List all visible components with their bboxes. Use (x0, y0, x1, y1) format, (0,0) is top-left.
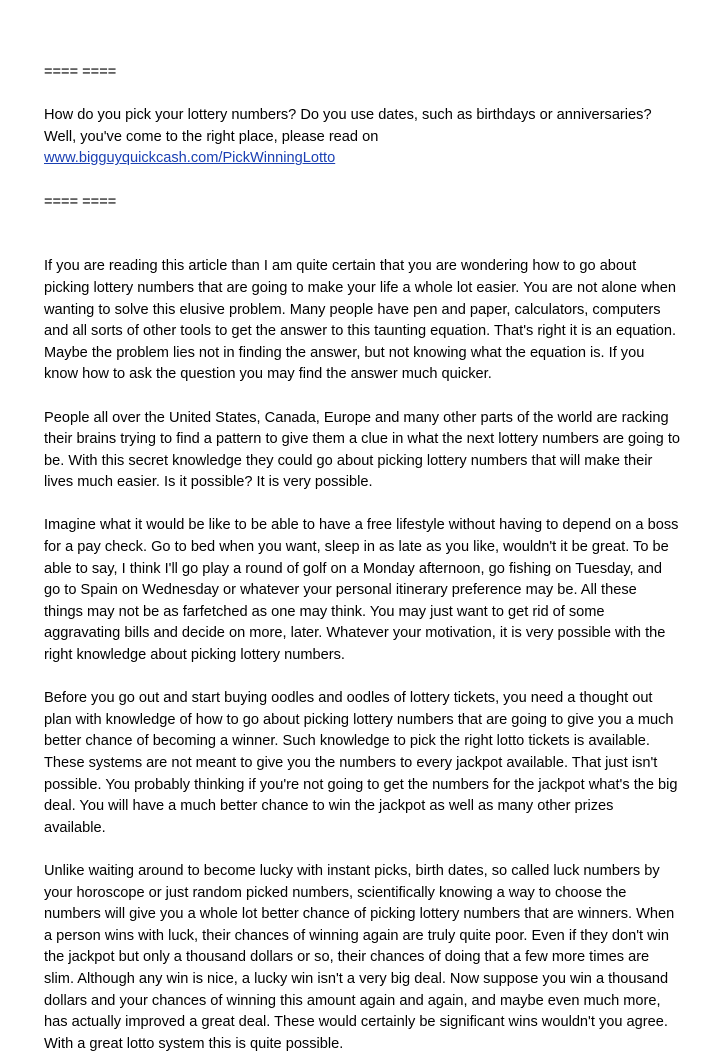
spacer (44, 84, 694, 106)
spacer (44, 386, 694, 408)
text-line: plan with knowledge of how to go about picking lottery numbers that are going to give you a much (44, 711, 674, 728)
text-line: their brains trying to find a pattern to give them a clue in what the next lottery numbers are going to (44, 431, 680, 448)
article-paragraph-2 (44, 408, 694, 494)
document-page (44, 62, 694, 1055)
text-line: go to Spain on Wednesday or whatever your personal itinerary preference may be. All these (44, 582, 637, 599)
text-line: These systems are not meant to give you the numbers to every jackpot available. That just isn't (44, 755, 658, 771)
text-line: slim. Although any win is nice, a lucky win isn't a very big deal. Now suppose you win a thousand (44, 970, 669, 987)
text-line: With a great lotto system this is quite possible. (44, 1035, 344, 1052)
text-line: Unlike waiting around to become lucky with instant picks, birth dates, so called luck numbers by (44, 862, 660, 879)
text-line: Imagine what it would be like to be able to have a free lifestyle without having to depend on a boss (44, 517, 679, 534)
article-paragraph-1 (44, 256, 694, 386)
text-line: wanting to solve this elusive problem. Many people have pen and paper, calculators, computers (44, 301, 661, 318)
text-line: dollars and your chances of winning this amount again and again, and maybe even much more, (44, 992, 661, 1009)
text-line: Before you go out and start buying oodles and oodles of lottery tickets, you need a thought out (44, 690, 653, 707)
website-link[interactable]: www.bigguyquickcash.com/PickWinningLotto (44, 150, 336, 167)
spacer (44, 213, 694, 256)
text-line: Maybe the problem lies not in finding the answer, but not knowing what the equation is. If you (44, 344, 645, 361)
article-paragraph-3 (44, 515, 694, 666)
text-line: your horoscope or just random picked numbers, scientifically knowing a way to choose the (44, 884, 627, 901)
intro-line: How do you pick your lottery numbers? Do you use dates, such as birthdays or anniversaries? (44, 107, 652, 124)
spacer (44, 170, 694, 192)
text-line: aggravating bills and decide on more, later. Whatever your motivation, it is very possible with the (44, 625, 666, 642)
text-line: If you are reading this article than I am quite certain that you are wondering how to go about (44, 258, 637, 275)
text-line: know how to ask the question you may find the answer much quicker. (44, 366, 492, 383)
intro-line: Well, you've come to the right place, please read on (44, 128, 379, 145)
article-paragraph-4 (44, 688, 694, 839)
text-line: deal. You will have a much better chance to win the jackpot as well as many other prizes (44, 798, 614, 815)
spacer (44, 494, 694, 516)
text-line: numbers will give you a whole lot better chance of picking lottery numbers that are winners. When (44, 906, 675, 923)
text-line: be. With this secret knowledge they could go about picking lottery numbers that will make their (44, 452, 653, 469)
text-line: People all over the United States, Canada, Europe and many other parts of the world are racking (44, 409, 669, 426)
text-line: has actually improved a great deal. These would certainly be significant wins wouldn't you agree. (44, 1014, 668, 1031)
spacer (44, 839, 694, 861)
spacer (44, 667, 694, 689)
text-line: possible. You probably thinking if you're not going to get the numbers for the jackpot what's the big (44, 776, 678, 793)
article-paragraph-5 (44, 861, 694, 1055)
text-line: available. (44, 819, 106, 836)
text-line: picking lottery numbers that are going to make your life a whole lot easier. You are not alone when (44, 279, 676, 296)
text-line: things may not be as farfetched as one may think. You may just want to get rid of some (44, 603, 605, 620)
text-line: a person wins with luck, their chances of winning again are truly quite poor. Even if they don't win (44, 927, 669, 944)
text-line: and all sorts of other tools to get the answer to this taunting equation. That's right it is an equation. (44, 323, 677, 340)
intro-paragraph (44, 105, 694, 170)
separator-bottom: ==== ==== (44, 193, 117, 210)
text-line: for a pay check. Go to bed when you want, sleep in as late as you like, wouldn't it be great. To be (44, 539, 669, 556)
separator-top: ==== ==== (44, 64, 117, 80)
text-line: the jackpot but only a thousand dollars or so, their chances of doing that a few more times are (44, 949, 650, 966)
text-line: better chance of becoming a winner. Such knowledge to pick the right lotto tickets is available. (44, 733, 650, 750)
text-line: lives much easier. Is it possible? It is very possible. (44, 474, 373, 491)
text-line: able to say, I think I'll go play a round of golf on a Monday afternoon, go fishing on Tuesday, and (44, 560, 663, 577)
text-line: right knowledge about picking lottery numbers. (44, 647, 345, 664)
